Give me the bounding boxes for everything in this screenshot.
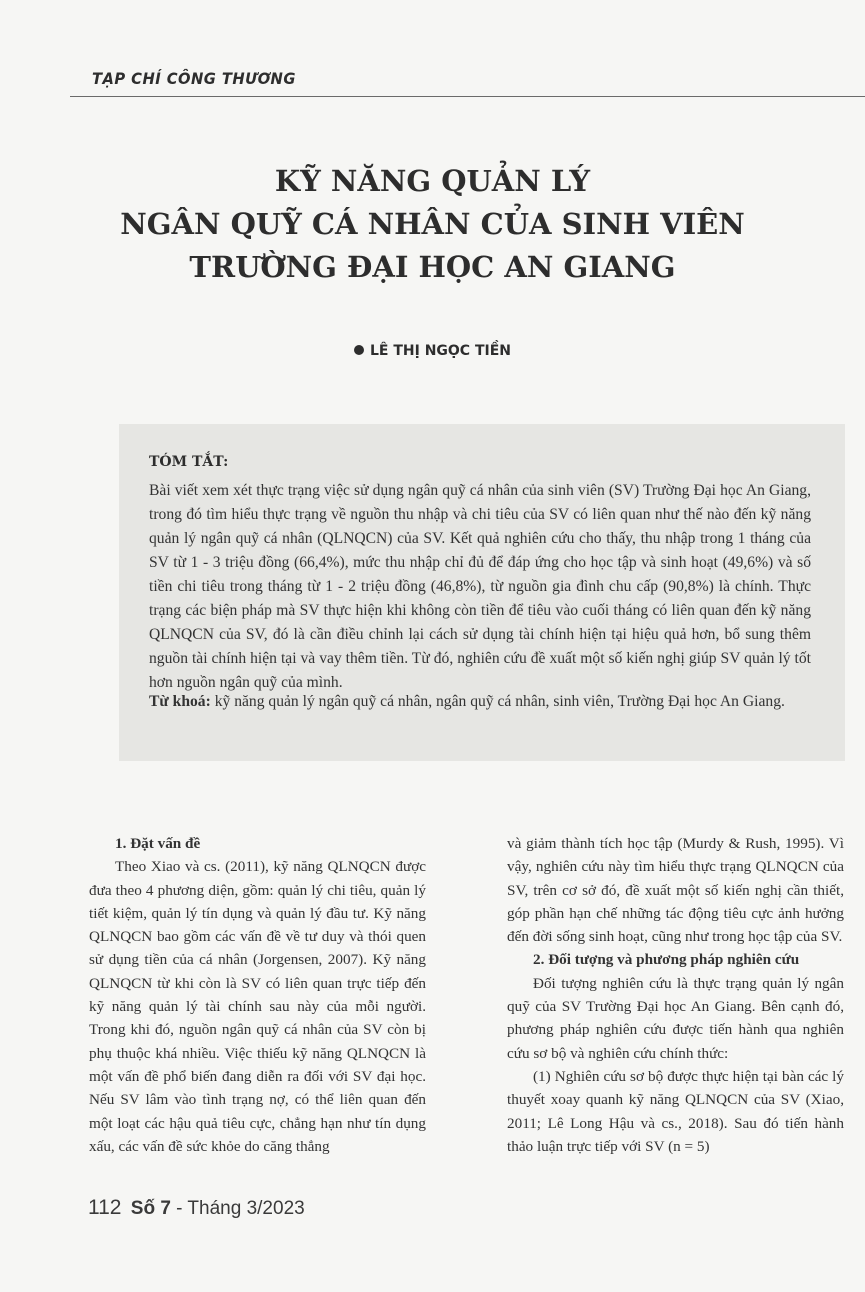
- article-title: [60, 160, 805, 289]
- issue-number: Số 7: [130, 1198, 171, 1219]
- abstract-text: Bài viết xem xét thực trạng việc sử dụng ngân quỹ cá nhân của sinh viên (SV) Trường Đại học An Giang, trong đó tìm hiểu thực trạng về nguồn thu nhập và chi tiêu của SV có liên quan như thế nào đến kỹ năng quản lý ngân quỹ cá nhân (QLNQCN) của SV. Kết quả nghiên cứu cho thấy, thu nhập trong 1 tháng của SV từ 1 - 3 triệu đồng (66,4%), mức thu nhập chỉ đủ để đáp ứng cho học tập và sinh hoạt (49,6%) và số tiền chi tiêu trong tháng từ 1 - 2 triệu đồng (46,8%), từ nguồn gia đình chu cấp (90,8%) là chính. Thực trạng các biện pháp mà SV thực hiện khi không còn tiền để tiêu vào cuối tháng có liên quan đến kỹ năng QLNQCN của SV, đó là cần điều chỉnh lại cách sử dụng tài chính hiện tại hiệu quả hơn, bổ sung thêm nguồn tài chính hiện tại và vay thêm tiền. Từ đó, nghiên cứu đề xuất một số kiến nghị giúp SV quản lý tốt hơn nguồn ngân quỹ của mình.: [149, 482, 811, 691]
- journal-header: [70, 69, 865, 97]
- body-column-right: [507, 832, 844, 1158]
- section-heading: 2. Đối tượng và phương pháp nghiên cứu: [533, 951, 800, 969]
- keywords-text: kỹ năng quản lý ngân quỹ cá nhân, ngân quỹ cá nhân, sinh viên, Trường Đại học An Giang.: [214, 693, 785, 710]
- title-line-3: TRƯỜNG ĐẠI HỌC AN GIANG: [189, 250, 676, 284]
- issue-date: - Tháng 3/2023: [176, 1198, 305, 1219]
- header-rule: [70, 96, 865, 97]
- section-heading: 1. Đặt vấn đề: [115, 835, 201, 852]
- author-line: [0, 343, 865, 359]
- page-number: 112: [88, 1196, 122, 1219]
- body-paragraph: (1) Nghiên cứu sơ bộ được thực hiện tại bàn các lý thuyết xoay quanh kỹ năng QLNQCN của SV (Xiao, 2011; Lê Long Hậu và cs., 2018). Sau đó tiến hành thảo luận trực tiếp với SV (n = 5): [507, 1067, 844, 1155]
- bullet-icon: [354, 345, 364, 355]
- title-line-2: NGÂN QUỸ CÁ NHÂN CỦA SINH VIÊN: [120, 207, 745, 241]
- body-column-left: [89, 832, 426, 1158]
- page-footer: [88, 1196, 305, 1220]
- title-line-1: KỸ NĂNG QUẢN LÝ: [274, 164, 591, 198]
- abstract-heading: TÓM TẮT:: [149, 454, 229, 470]
- journal-name: TẠP CHÍ CÔNG THƯƠNG: [92, 69, 296, 88]
- body-paragraph: và giảm thành tích học tập (Murdy & Rush, 1995). Vì vậy, nghiên cứu này tìm hiểu thực trạng QLNQCN của SV, trên cơ sở đó, đề xuất một số kiến nghị cần thiết, góp phần hạn chế những tác động tiêu cực ảnh hưởng đến đời sống sinh hoạt, cũng như trong học tập của SV.: [507, 835, 844, 946]
- author-name: LÊ THỊ NGỌC TIỀN: [369, 343, 511, 359]
- body-paragraph: Theo Xiao và cs. (2011), kỹ năng QLNQCN được đưa theo 4 phương diện, gồm: quản lý chi tiêu, quản lý tiết kiệm, quản lý tín dụng và quản lý đầu tư. Kỹ năng QLNQCN bao gồm các vấn đề về tư duy và thói quen sử dụng tiền của cá nhân (Jorgensen, 2007). Kỹ năng QLNQCN từ khi còn là SV có liên quan trực tiếp đến kỹ năng quản lý tài chính sau này của mỗi người. Trong khi đó, nguồn ngân quỹ cá nhân của SV còn bị phụ thuộc khá nhiều. Việc thiếu kỹ năng QLNQCN là một vấn đề phổ biến đang diễn ra đối với SV đại học. Nếu SV lâm vào tình trạng nợ, có thể liên quan đến một loạt các hậu quả tiêu cực, chẳng hạn như tín dụng xấu, các vấn đề sức khỏe do căng thẳng: [89, 858, 426, 1155]
- keywords: [149, 690, 811, 714]
- abstract-box: [119, 424, 845, 761]
- keywords-label: Từ khoá:: [149, 693, 211, 710]
- body-paragraph: Đối tượng nghiên cứu là thực trạng quản lý ngân quỹ của SV Trường Đại học An Giang. Bên cạnh đó, phương pháp nghiên cứu được tiến hành qua nghiên cứu sơ bộ và nghiên cứu chính thức:: [507, 974, 844, 1062]
